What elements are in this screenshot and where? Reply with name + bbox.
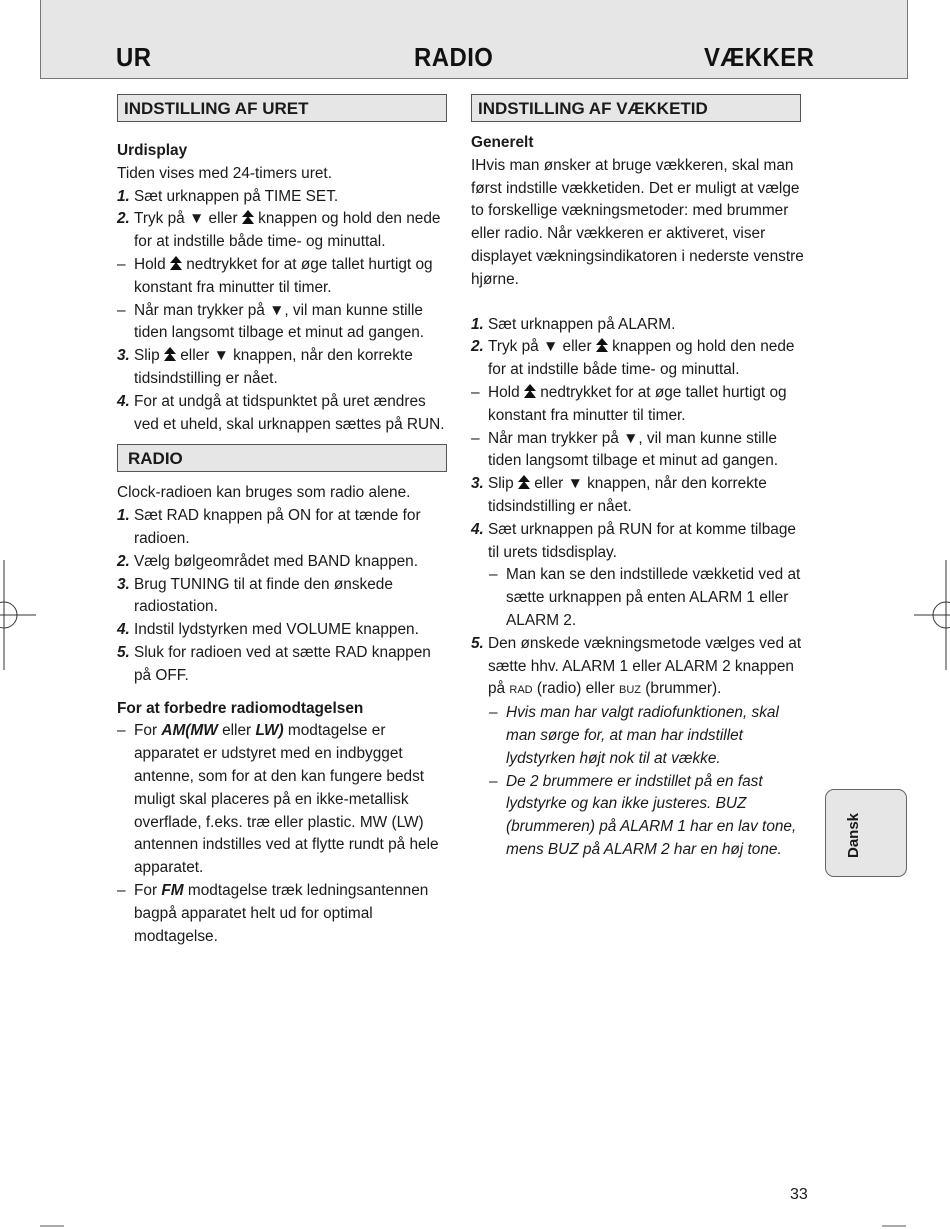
language-tab-label: Dansk [845,812,862,858]
note-text: For [134,881,162,899]
dash-marker: – [489,566,498,584]
alarm-subheading: Generelt [471,134,534,151]
dash-marker: – [489,772,498,790]
step-text: Sæt RAD knappen på ON for at tænde for radioen. [134,507,421,547]
step-text: eller ▼ knappen, når den korrekte tidsindstilling er nået. [134,347,413,387]
alarm-note-2 [471,771,807,862]
step-number: 5. [471,634,484,652]
step-number: 2. [117,210,130,228]
alarm-step-5 [471,633,807,702]
fast-forward-up-icon [170,256,182,271]
step-text: Slip [488,475,518,493]
dash-marker: – [489,704,498,722]
dash-text: nedtrykket for at øge tallet hurtigt og konstant fra minutter til timer. [134,255,433,296]
radio-am-note [117,720,450,880]
step-text: Den ønskede vækningsmetode vælges ved at sætte hhv. ALARM 1 eller ALARM 2 knappen på [488,634,802,698]
language-tab [825,789,907,877]
registration-mark-right-icon [910,560,950,670]
note-text: modtagelse træk ledningsantennen bagpå apparatet helt ud for optimal modtagelse. [134,881,429,945]
radio-step-2 [117,551,450,574]
step-number: 4. [117,621,130,639]
dash-text: Når man trykker på ▼, vil man kunne stille tiden langsomt tilbage et minut ad gangen. [488,429,779,470]
step-text: Vælg bølgeområdet med BAND knappen. [134,552,419,570]
step-text: Tryk på ▼ eller [134,210,242,228]
dash-text: Man kan se den indstillede vækketid ved at sætte urknappen på enten ALARM 1 eller ALARM 2. [506,566,801,629]
header-vaekker: VÆKKER [704,42,815,72]
alarm-step-2 [471,336,807,382]
step-text: Slip [134,347,164,365]
dash-marker: – [117,881,126,899]
fast-forward-up-icon [524,384,536,399]
step-number: 3. [117,575,130,593]
alarm-step-3 [471,473,807,519]
step-number: 4. [471,520,484,538]
step-text: knappen og hold den nede for at indstille både time- og minuttal. [488,338,795,379]
note-text: De 2 brummere er indstillet på en fast lydstyrke og kan ikke justeres. BUZ (brummeren) på ALARM 1 har en lav tone, mens BUZ på ALARM 2 har en høj tone. [506,772,797,858]
step-text: Sæt urknappen på TIME SET. [134,187,339,205]
crop-marks-icon [0,1215,950,1229]
fast-forward-up-icon [518,475,530,490]
dash-marker: – [471,383,480,401]
step-number: 2. [471,338,484,356]
radio-section-heading: RADIO [117,444,447,472]
step-text: (brummer). [641,680,722,698]
rad-label: RAD [509,684,533,697]
clock-dash-2 [117,300,450,346]
note-text: For [134,722,162,740]
step-number: 2. [117,552,130,570]
clock-step-3 [117,345,450,391]
right-column [471,94,807,862]
step-number: 1. [117,187,130,205]
radio-improve-heading: For at forbedre radiomodtagelsen [117,699,364,717]
radio-fm-note [117,880,450,948]
note-text: Hvis man har valgt radiofunktionen, skal man sørge for, at man har indstillet lydstyrken højt nok til at vække. [506,704,779,767]
alarm-intro: IHvis man ønsker at bruge vækkeren, skal man først indstille vækketiden. Det er muligt at vælge to forskellige vækningsmetoder: med brummer eller radio. Når vækkeren er aktiveret, viser displayet vækningsindikatoren i nederste venstre hjørne. [471,156,804,288]
dash-marker: – [117,301,126,319]
radio-step-1 [117,505,450,551]
fast-forward-up-icon [164,347,176,362]
radio-step-5 [117,642,450,688]
step-text: Indstil lydstyrken med VOLUME knappen. [134,621,419,639]
buz-label: BUZ [619,684,642,697]
dash-marker: – [117,722,126,740]
header-radio: RADIO [414,42,494,72]
radio-step-4 [117,619,450,642]
header-ur: UR [116,42,152,72]
step-text: For at undgå at tidspunktet på uret ændres ved et uheld, skal urknappen sættes på RUN. [134,392,445,433]
step-number: 3. [471,475,484,493]
clock-step-1 [117,186,450,209]
step-text: Sæt urknappen på RUN for at komme tilbage til urets tidsdisplay. [488,520,796,561]
step-text: Sluk for radioen ved at sætte RAD knappen på OFF. [134,643,431,684]
step-text: Sæt urknappen på ALARM. [488,315,676,333]
clock-dash-1 [117,254,450,300]
clock-step-4 [117,391,450,437]
page-number: 33 [790,1186,808,1203]
dash-text: Hold [134,255,170,273]
left-column [117,94,450,948]
note-text: eller [217,722,256,740]
dash-marker: – [471,429,480,447]
step-text: Brug TUNING til at finde den ønskede radiostation. [134,575,393,616]
band-am: AM(MW [161,722,218,740]
clock-intro: Tiden vises med 24-timers uret. [117,164,332,182]
step-text: Tryk på ▼ eller [488,338,596,356]
fast-forward-up-icon [596,338,608,353]
dash-text: Hold [488,383,524,401]
step-number: 3. [117,347,130,365]
alarm-note-1 [471,702,807,770]
step-number: 1. [117,507,130,525]
clock-step-2 [117,208,450,254]
step-number: 5. [117,643,130,661]
alarm-step-1 [471,314,807,337]
step-number: 4. [117,392,130,410]
note-text: modtagelse er apparatet er udstyret med en indbygget antenne, som for at den kan fungere bedst muligt skal placeres på en ikke-metallisk overflade, f.eks. træ eller plastic. MW (LW) antennen indstilles ved at flytte rundt på hele apparatet. [134,722,439,877]
alarm-dash-1 [471,382,807,428]
band-fm: FM [161,881,184,899]
step-text: knappen og hold den nede for at indstille både time- og minuttal. [134,210,441,251]
step-number: 1. [471,315,484,333]
radio-intro: Clock-radioen kan bruges som radio alene. [117,484,411,502]
step-text: (radio) eller [532,680,620,698]
alarm-dash-2 [471,428,807,474]
alarm-step-4 [471,519,807,565]
step-text: eller ▼ knappen, når den korrekte tidsindstilling er nået. [488,475,767,515]
band-lw: LW) [255,722,284,740]
registration-mark-left-icon [0,560,40,670]
alarm-section-heading: INDSTILLING AF VÆKKETID [471,94,801,122]
dash-text: Når man trykker på ▼, vil man kunne stille tiden langsomt tilbage et minut ad gangen. [134,301,425,342]
fast-forward-up-icon [242,210,254,225]
dash-marker: – [117,255,126,273]
dash-text: nedtrykket for at øge tallet hurtigt og konstant fra minutter til timer. [488,383,787,424]
alarm-step-4-dash [471,564,807,632]
clock-section-heading: INDSTILLING AF URET [117,94,447,122]
clock-subheading: Urdisplay [117,142,188,159]
radio-step-3 [117,574,450,620]
